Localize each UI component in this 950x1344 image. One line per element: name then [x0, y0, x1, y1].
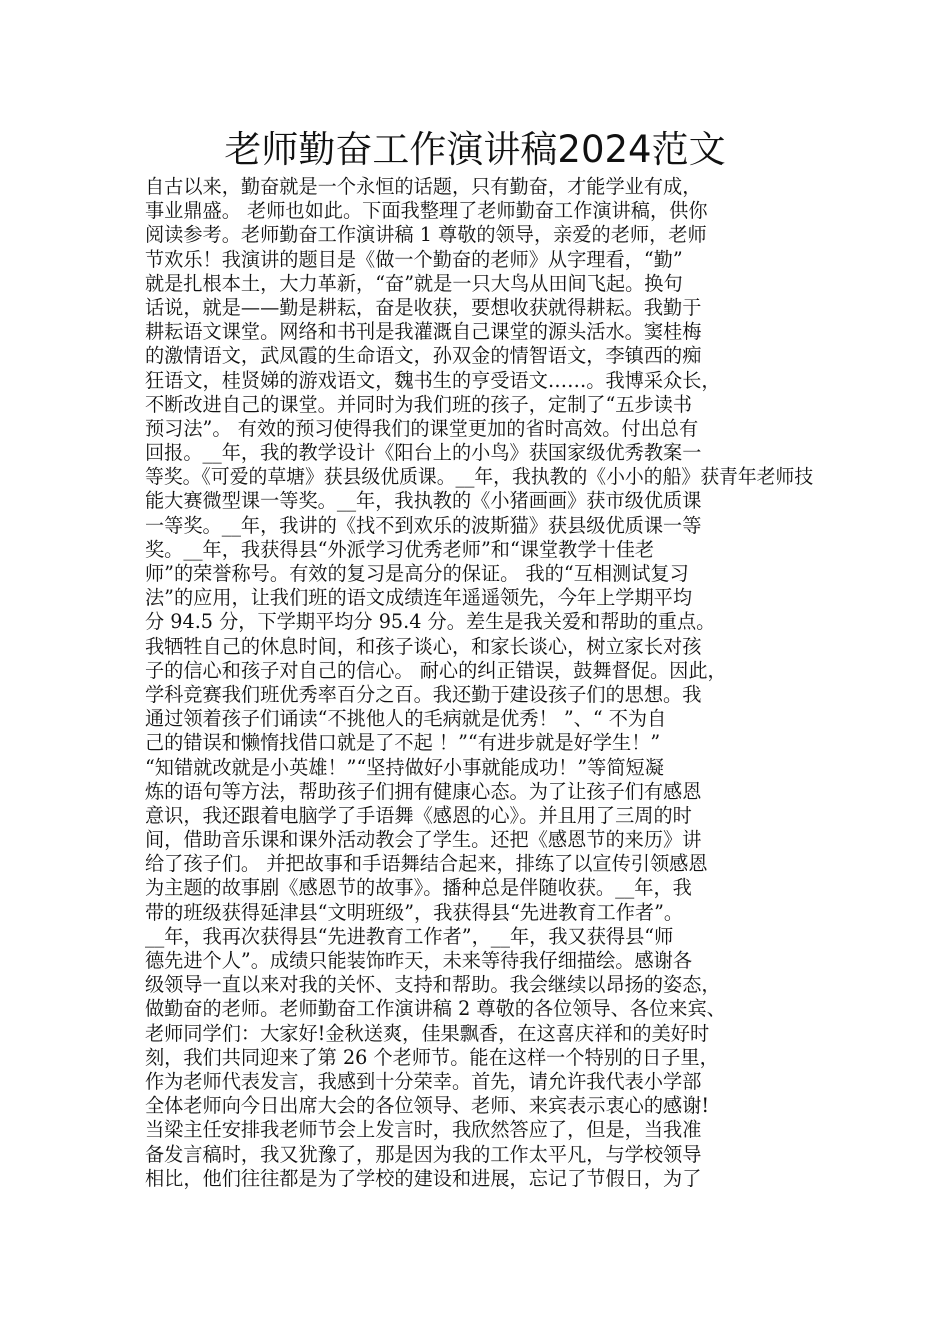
body-line: 我牺牲自己的休息时间，和孩子谈心，和家长谈心，树立家长对孩: [145, 634, 702, 658]
body-line: 级领导一直以来对我的关怀、支持和帮助。我会继续以昂扬的姿态，: [145, 973, 721, 997]
body-line: 狂语文，桂贤娣的游戏语文，魏书生的亨受语文……。我博采众长，: [145, 368, 721, 392]
body-line: 炼的语句等方法，帮助孩子们拥有健康心态。为了让孩子们有感恩: [145, 779, 702, 803]
body-line: 学科竞赛我们班优秀率百分之百。我还勤于建设孩子们的思想。我: [145, 682, 702, 706]
body-line: 一等奖。__年，我讲的《找不到欢乐的波斯猫》获县级优质课一等: [145, 513, 702, 537]
body-line: 全体老师向今日出席大会的各位领导、老师、来宾表示衷心的感谢!: [145, 1094, 710, 1118]
body-line: 德先进个人”。成绩只能装饰昨天，未来等待我仔细描绘。感谢各: [145, 949, 693, 972]
body-line: 耕耘语文课堂。网络和书刊是我灌溉自己课堂的源头活水。窦桂梅: [145, 320, 702, 344]
document-title: 老师勤奋工作演讲稿2024范文: [224, 128, 726, 171]
body-line: 当梁主任安排我老师节会上发言时，我欣然答应了，但是，当我准: [145, 1118, 702, 1142]
body-line: 带的班级获得延津县“文明班级”，我获得县“先进教育工作者”。: [145, 900, 684, 924]
body-line: 给了孩子们。 并把故事和手语舞结合起来，排练了以宣传引领感恩: [145, 852, 708, 876]
body-line: 老师同学们：大家好!金秋送爽，佳果飘香，在这喜庆祥和的美好时: [145, 1021, 710, 1045]
body-line: 节欢乐！我演讲的题目是《做一个勤奋的老师》从字理看，“勤”: [145, 247, 683, 271]
body-line: __年，我再次获得县“先进教育工作者”，__年，我又获得县“师: [145, 924, 674, 948]
body-line: 回报。__年，我的教学设计《阳台上的小鸟》获国家级优秀教案一: [145, 441, 702, 465]
body-line: 能大赛微型课一等奖。__年，我执教的《小猪画画》获市级优质课: [145, 489, 702, 513]
body-line: 预习法”。 有效的预习使得我们的课堂更加的省时高效。付出总有: [145, 416, 699, 440]
body-line: 刻，我们共同迎来了第 26 个老师节。能在这样一个特别的日子里，: [145, 1045, 719, 1069]
body-line: 不断改进自己的课堂。并同时为我们班的孩子，定制了“五步读书: [145, 392, 693, 416]
body-line: 为主题的故事剧《感恩节的故事》。播种总是伴随收获。__年，我: [145, 876, 692, 900]
body-line: 子的信心和孩子对自己的信心。 耐心的纠正错误，鼓舞督促。因此，: [145, 658, 727, 682]
body-line: 的激情语文，武凤霞的生命语文，孙双金的情智语文，李镇西的痴: [145, 344, 702, 368]
body-line: 师”的荣誉称号。有效的复习是高分的保证。 我的“互相测试复习: [145, 562, 689, 585]
body-line: 备发言稿时，我又犹豫了，那是因为我的工作太平凡，与学校领导: [145, 1142, 702, 1166]
body-line: 做勤奋的老师。老师勤奋工作演讲稿 2 尊敬的各位领导、各位来宾、: [145, 997, 726, 1021]
body-line: 自古以来，勤奋就是一个永恒的话题，只有勤奋，才能学业有成，: [145, 175, 702, 198]
body-line: 奖。__年，我获得县“外派学习优秀老师”和“课堂教学十佳老: [145, 537, 655, 561]
body-line: “知错就改就是小英雄！”“坚持做好小事就能成功！”等简短凝: [145, 755, 664, 779]
body-line: 作为老师代表发言，我感到十分荣幸。首先，请允许我代表小学部: [145, 1069, 702, 1093]
body-line: 阅读参考。老师勤奋工作演讲稿 1 尊敬的领导，亲爱的老师，老师: [145, 223, 707, 247]
body-line: 就是扎根本土，大力革新，“奋”就是一只大鸟从田间飞起。换句: [145, 271, 683, 295]
body-line: 分 94.5 分，下学期平均分 95.4 分。差生是我关爱和帮助的重点。: [145, 610, 716, 634]
body-line: 话说，就是——勤是耕耘，奋是收获，要想收获就得耕耘。我勤于: [145, 295, 702, 319]
body-line: 相比，他们往往都是为了学校的建设和进展，忘记了节假日，为了: [145, 1166, 702, 1190]
body-line: 等奖。《可爱的草塘》获县级优质课。__年，我执教的《小小的船》获青年老师技: [145, 465, 814, 489]
body-line: 通过领着孩子们诵读“不挑他人的毛病就是优秀！ ”、“ 不为自: [145, 707, 667, 731]
body-line: 己的错误和懒惰找借口就是了不起 ！”“有进步就是好学生！”: [145, 731, 661, 755]
body-line: 间，借助音乐课和课外活动教会了学生。还把《感恩节的来历》讲: [145, 828, 702, 852]
body-line: 事业鼎盛。 老师也如此。下面我整理了老师勤奋工作演讲稿，供你: [145, 199, 708, 223]
body-line: 法”的应用，让我们班的语文成绩连年遥遥领先，今年上学期平均: [145, 586, 693, 610]
document-body: [145, 175, 813, 1191]
body-line: 意识，我还跟着电脑学了手语舞《感恩的心》。并且用了三周的时: [145, 803, 692, 827]
